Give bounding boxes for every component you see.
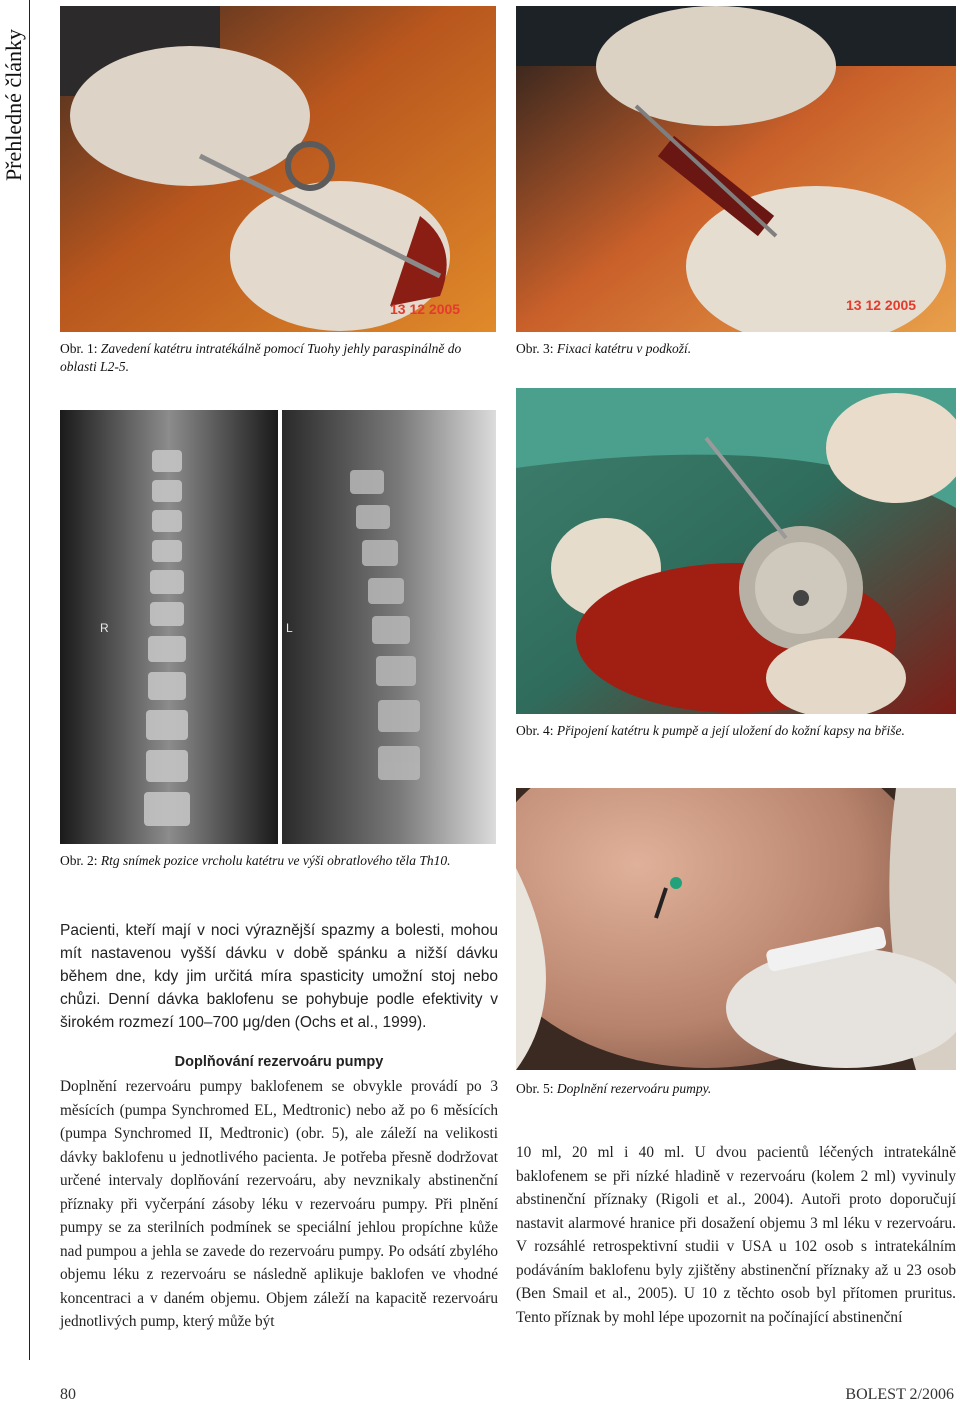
section-label: Přehledné články	[1, 28, 27, 182]
subheading-reservoir-refill: Doplňování rezervoáru pumpy	[174, 1054, 384, 1070]
figure-1-photo	[60, 6, 496, 332]
figure-1-caption: Obr. 1: Zavedení katétru intratékálně pomocí Tuohy jehly paraspinálně do oblasti L2-5.	[60, 341, 462, 374]
journal-name: BOLEST 2/2006	[845, 1386, 954, 1403]
paragraph-withdrawal-symptoms: 10 ml, 20 ml i 40 ml. U dvou pacientů léčených intratekálně baklofenem se při nízké hladině v rezervoáru (kolem 2 ml) vyvinuly abstinenční příznaky (Rigoli et al., 2004). Autoři proto doporučují nastavit alarmové hranice při dosažení objemu 3 ml léku v rezervoáru. V rozsáhlé retrospektivní studii v USA u 102 osob s intratekálním podáváním baklofenu byly zjištěny abstinenční příznaky až u 23 osob (Ben Smail et al., 2005). U 10 z těchto osob byl přítomen pruritus. Tento příznak by mohl lépe upozornit na počínající abstinenční	[516, 1144, 956, 1326]
figure-2-xray	[60, 410, 496, 844]
figure-2-caption: Obr. 2: Rtg snímek pozice vrcholu katétru ve výši obratlového těla Th10.	[60, 853, 451, 868]
figure-4-photo	[516, 388, 956, 714]
page-number: 80	[60, 1386, 76, 1403]
xray-marker-l: L	[286, 621, 293, 635]
figure-5-caption: Obr. 5: Doplnění rezervoáru pumpy.	[516, 1081, 712, 1096]
xray-marker-r: R	[100, 621, 109, 635]
figure-4-caption: Obr. 4: Připojení katétru k pumpě a její uložení do kožní kapsy na břiše.	[516, 723, 905, 738]
side-rule	[29, 0, 30, 1360]
figure-5-photo	[516, 788, 956, 1070]
figure-3-date-stamp: 13 12 2005	[846, 297, 917, 313]
figure-1-date-stamp: 13 12 2005	[390, 301, 461, 317]
paragraph-nocturnal-dosing: Pacienti, kteří mají v noci výraznější spazmy a bolesti, mohou mít nastavenou vyšší dávku v době spánku a nižší dávku během dne, kdy jim určitá míra spasticity umožní stoj nebo chůzi. Denní dávka baklofenu se pohybuje podle efektivity v širokém rozmezí 100–700 μg/den (Ochs et al., 1999).	[60, 922, 498, 1031]
figure-3-caption: Obr. 3: Fixaci katétru v podkoží.	[516, 341, 692, 356]
figure-3-photo	[516, 6, 956, 332]
paragraph-reservoir-refill: Doplnění rezervoáru pumpy baklofenem se obvykle provádí po 3 měsících (pumpa Synchromed EL, Medtronic) nebo až po 6 měsících (pumpa Synchromed II, Medtronic) (obr. 5), ale záleží na velikosti dávky baklofenu u jednotlivého pacienta. Je potřeba přesně dodržovat určené intervaly doplňování rezervoáru, aby nevznikaly abstinenční příznaky při vyčerpání zásoby léku v rezervoáru pumpy. Při plnění pumpy se za sterilních podmínek se speciální jehlou propíchne kůže nad pumpou a jehla se zavede do rezervoáru pumpy. Po odsátí zbylého objemu léku z rezervoáru se následně aplikuje baklofen ve vhodné koncentraci a v daném objemu. Objem záleží na kapacitě rezervoáru jednotlivých pump, který může být	[60, 1078, 498, 1330]
